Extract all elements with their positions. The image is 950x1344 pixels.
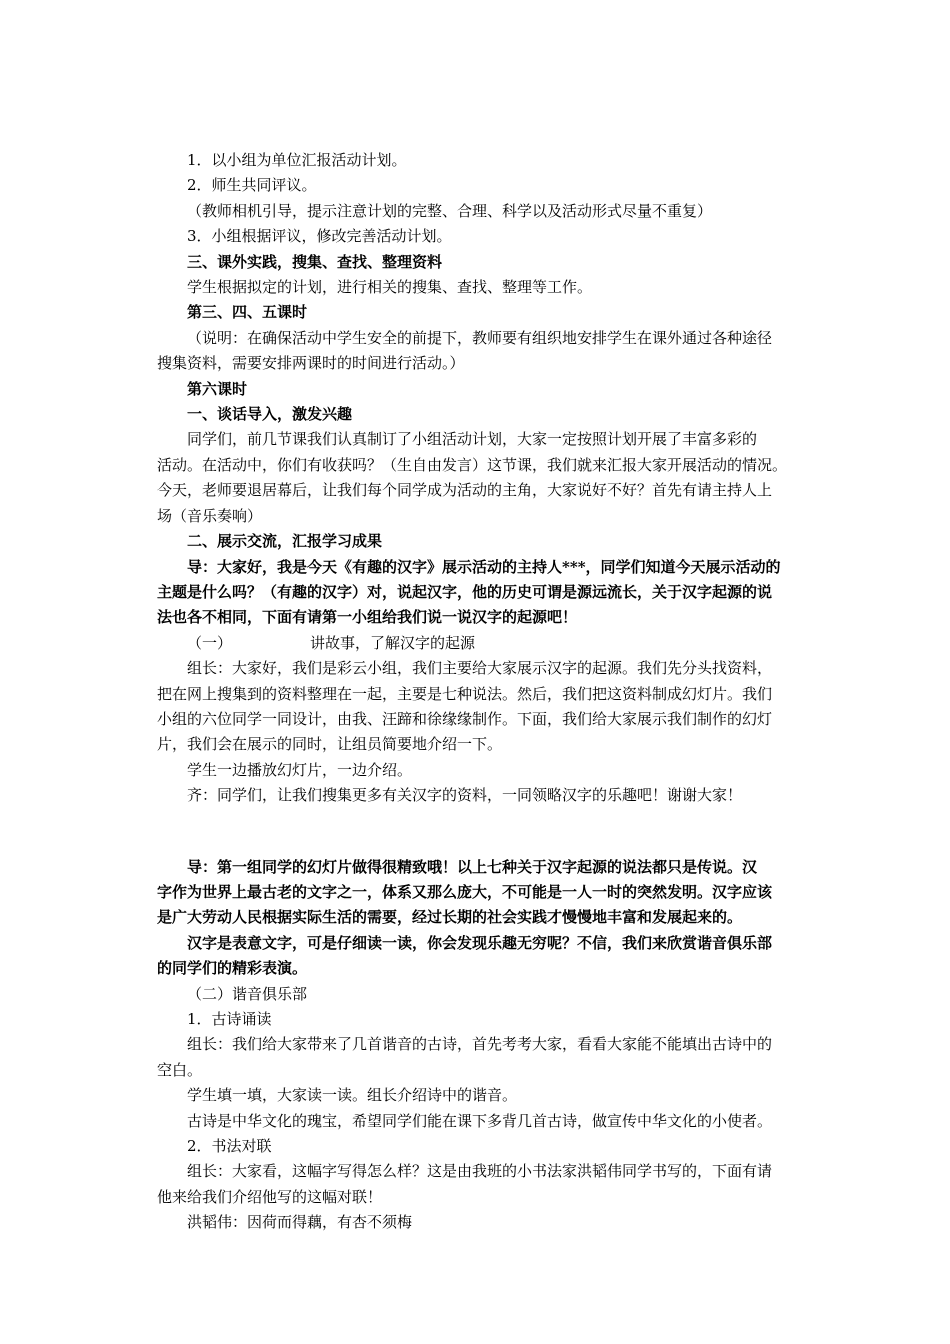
treasure-text: 古诗是中华文化的瑰宝，希望同学们能在课下多背几首古诗，做宣传中华文化的小使者。: [187, 1111, 773, 1130]
guide2-line-3: 是广大劳动人民根据实际生活的需要，经过长期的社会实践才慢慢地丰富和发展起来的。: [157, 908, 743, 927]
leader1-line-4: 片，我们会在展示的同时，让组员简要地介绍一下。: [157, 735, 503, 754]
poem-title: 1．古诗诵读: [187, 1010, 272, 1028]
hong-text: 洪韬伟：因荷而得藕，有杏不须梅: [187, 1213, 413, 1232]
heading-lessons-3-5: 第三、四、五课时: [187, 303, 308, 322]
slides-text: 学生一边播放幻灯片，一边介绍。: [187, 760, 413, 779]
step-3: 3．小组根据评议，修改完善活动计划。: [187, 227, 452, 246]
section-1-title: 讲故事，了解汉字的起源: [310, 633, 476, 652]
section-2-heading: （二）谐音俱乐部: [187, 984, 308, 1003]
guide3-line-2: 的同学们的精彩表演。: [157, 959, 308, 978]
step-2: 2．师生共同评议。: [187, 176, 317, 195]
blank-gap: [157, 809, 797, 855]
note-line-2: 搜集资料，需要安排两课时的时间进行活动。）: [157, 354, 465, 373]
guide2-line-1: 导：第一组同学的幻灯片做得很精致哦！以上七种关于汉字起源的说法都只是传说。汉: [187, 857, 758, 876]
leader3-line-1: 组长：大家看，这幅字写得怎么样？这是由我班的小书法家洪韬伟同学书写的，下面有请: [187, 1162, 773, 1181]
guide1-line-2: 主题是什么吗？（有趣的汉字）对，说起汉字，他的历史可谓是源远流长，关于汉字起源的说: [157, 582, 773, 601]
note-line-1: （说明：在确保活动中学生安全的前提下，教师要有组织地安排学生在课外通过各种途径: [187, 328, 773, 347]
heading-practice: 三、课外实践，搜集、查找、整理资料: [187, 252, 443, 271]
leader1-line-1: 组长：大家好，我们是彩云小组，我们主要给大家展示汉字的起源。我们先分头找资料，: [187, 659, 773, 678]
leader2-line-1: 组长：我们给大家带来了几首谐音的古诗，首先考考大家，看看大家能不能填出古诗中的: [187, 1035, 773, 1054]
fill-text: 学生填一填，大家读一读。组长介绍诗中的谐音。: [187, 1086, 518, 1105]
teacher-note: （教师相机引导，提示注意计划的完整、合理、科学以及活动形式尽量不重复）: [187, 201, 713, 220]
step-1: 1．以小组为单位汇报活动计划。: [187, 151, 407, 169]
practice-text: 学生根据拟定的计划，进行相关的搜集、查找、整理等工作。: [187, 278, 593, 297]
guide1-line-3: 法也各不相同，下面有请第一小组给我们说一说汉字的起源吧！: [157, 608, 578, 627]
intro-line-2: 活动。在活动中，你们有收获吗？（生自由发言）这节课，我们就来汇报大家开展活动的情况。: [157, 455, 788, 474]
guide1-line-1: 导：大家好，我是今天《有趣的汉字》展示活动的主持人***，同学们知道今天展示活动的: [187, 557, 781, 576]
heading-lesson-6: 第六课时: [187, 379, 248, 398]
intro-line-4: 场（音乐奏响）: [157, 506, 263, 525]
heading-show: 二、展示交流，汇报学习成果: [187, 532, 383, 551]
document-page: [157, 148, 797, 1236]
leader2-line-2: 空白。: [157, 1060, 203, 1079]
heading-intro: 一、谈话导入，激发兴趣: [187, 405, 353, 424]
together-text: 齐：同学们，让我们搜集更多有关汉字的资料，一同领略汉字的乐趣吧！谢谢大家！: [187, 786, 743, 805]
leader1-line-3: 小组的六位同学一同设计，由我、汪蹄和徐缘缘制作。下面，我们给大家展示我们制作的幻灯: [157, 709, 773, 728]
guide2-line-2: 字作为世界上最古老的文字之一，体系又那么庞大，不可能是一人一时的突然发明。汉字应该: [157, 882, 773, 901]
calligraphy-title: 2．书法对联: [187, 1137, 272, 1156]
intro-line-3: 今天，老师要退居幕后，让我们每个同学成为活动的主角，大家说好不好？首先有请主持人上: [157, 481, 773, 500]
guide3-line-1: 汉字是表意文字，可是仔细读一读，你会发现乐趣无穷呢？不信，我们来欣赏谐音俱乐部: [187, 933, 773, 952]
section-1-number: （一）: [187, 633, 233, 652]
section-1-heading: [157, 631, 797, 656]
leader1-line-2: 把在网上搜集到的资料整理在一起，主要是七种说法。然后，我们把这资料制成幻灯片。我们: [157, 684, 773, 703]
leader3-line-2: 他来给我们介绍他写的这幅对联！: [157, 1187, 383, 1206]
intro-line-1: 同学们，前几节课我们认真制订了小组活动计划，大家一定按照计划开展了丰富多彩的: [187, 430, 758, 449]
